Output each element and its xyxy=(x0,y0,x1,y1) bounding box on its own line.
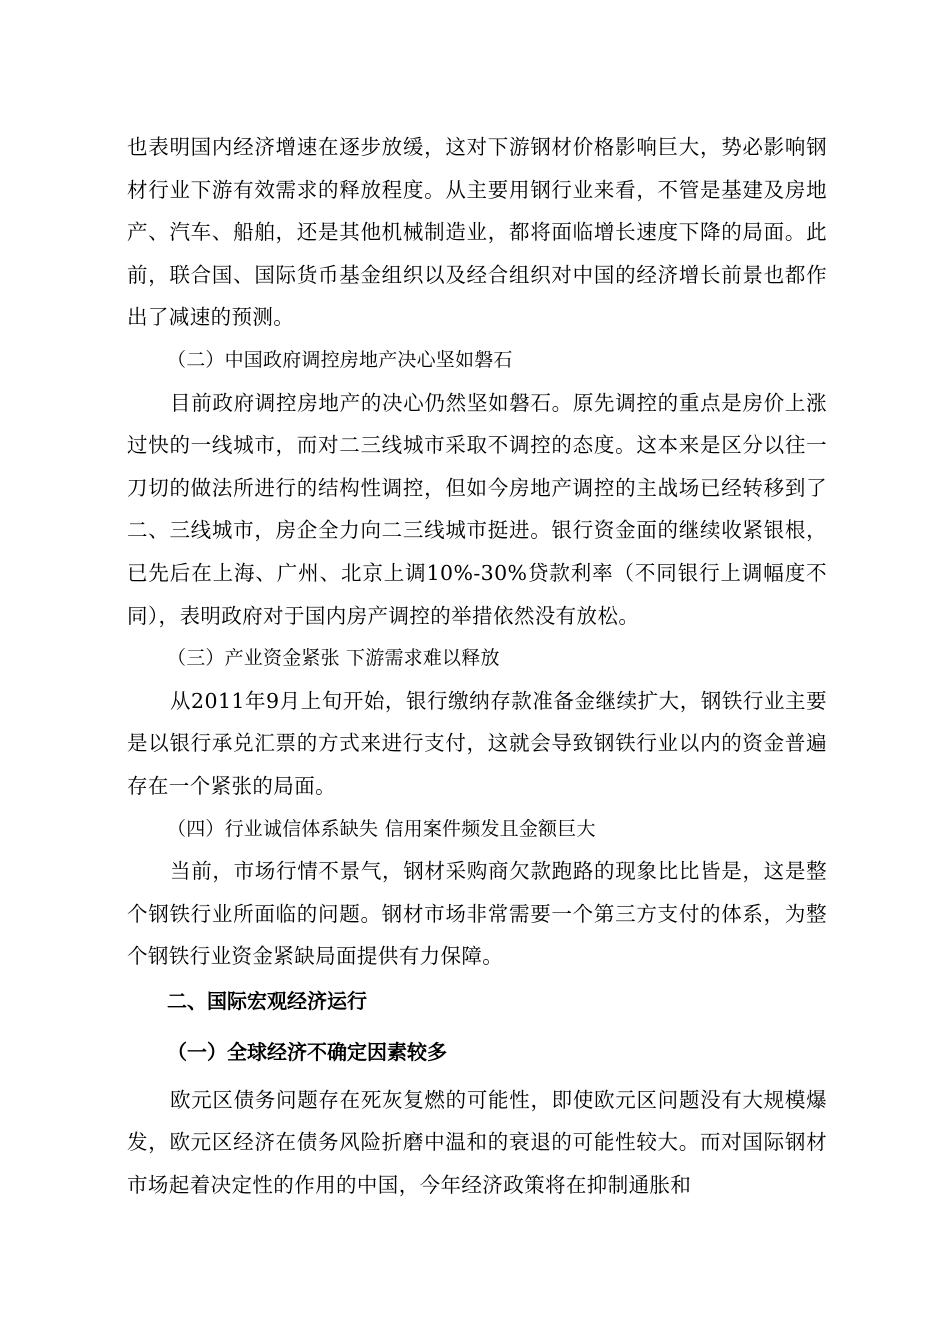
document-body xyxy=(127,126,827,1207)
paragraph-continuation: 也表明国内经济增速在逐步放缓，这对下游钢材价格影响巨大，势必影响钢材行业下游有效需求的释放程度。从主要用钢行业来看，不管是基建及房地产、汽车、船舶，还是其他机械制造业，都将面临增长速度下降的局面。此前，联合国、国际货币基金组织以及经合组织对中国的经济增长前景也都作出了减速的预测。 xyxy=(127,135,827,330)
subheading-3: （三）产业资金紧张 下游需求难以释放 xyxy=(167,647,500,670)
section-heading: 二、国际宏观经济运行 xyxy=(167,988,367,1013)
paragraph-funding: 从2011年9月上旬开始，银行缴纳存款准备金继续扩大，钢铁行业主要是以银行承兑汇票的方式来进行支付，这就会导致钢铁行业以内的资金普遍存在一个紧张的局面。 xyxy=(127,688,827,798)
subheading-2: （二）中国政府调控房地产决心坚如磐石 xyxy=(167,348,513,371)
paragraph-eurozone: 欧元区债务问题存在死灰复燃的可能性，即使欧元区问题没有大规模爆发，欧元区经济在债务风险折磨中温和的衰退的可能性较大。而对国际钢材市场起着决定性的作用的中国，今年经济政策将在抑制通胀和 xyxy=(127,1087,827,1198)
subheading-4: （四）行业诚信体系缺失 信用案件频发且金额巨大 xyxy=(167,817,596,840)
paragraph-real-estate: 目前政府调控房地产的决心仍然坚如磐石。原先调控的重点是房价上涨过快的一线城市，而对二三线城市采取不调控的态度。这本来是区分以往一刀切的做法所进行的结构性调控，但如今房地产调控的主战场已经转移到了二、三线城市，房企全力向二三线城市挺进。银行资金面的继续收紧银根，已先后在上海、广州、北京上调10%-30%贷款利率（不同银行上调幅度不同），表明政府对于国内房产调控的举措依然没有放松。 xyxy=(127,390,827,628)
paragraph-credit: 当前，市场行情不景气，钢材采购商欠款跑路的现象比比皆是，这是整个钢铁行业所面临的问题。钢材市场非常需要一个第三方支付的体系，为整个钢铁行业资金紧缺局面提供有力保障。 xyxy=(127,859,827,969)
section-subheading: （一）全球经济不确定因素较多 xyxy=(167,1039,447,1064)
